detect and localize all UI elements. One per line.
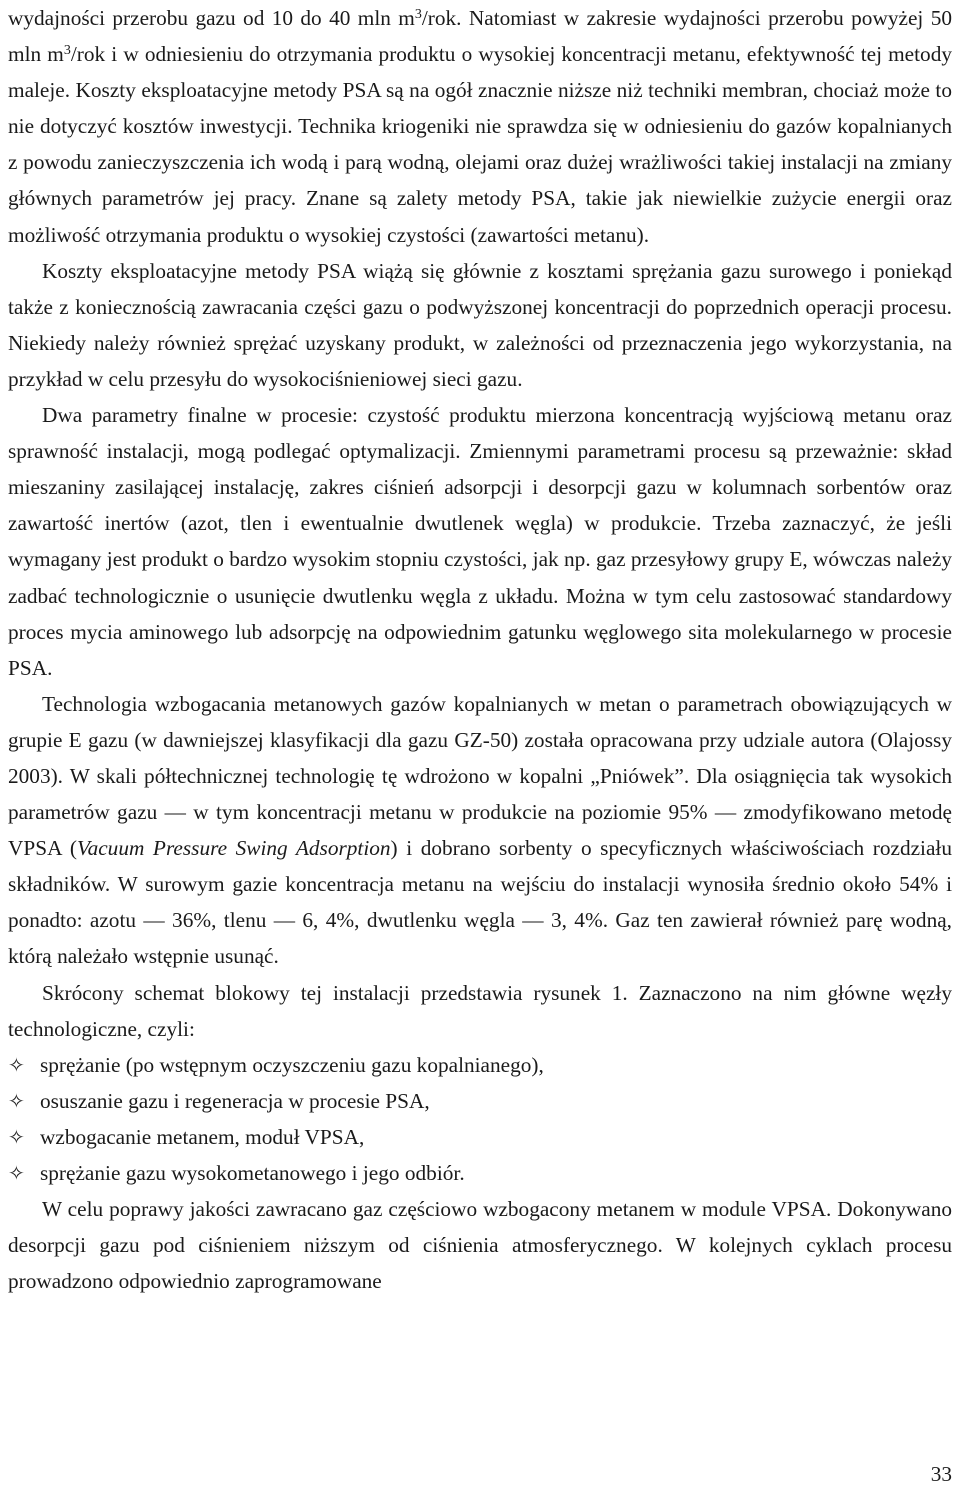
list-item-text: wzbogacanie metanem, moduł VPSA, — [40, 1124, 365, 1149]
page-number: 33 — [930, 1462, 952, 1486]
page-body — [8, 0, 952, 1299]
four-pointed-star-icon: ✧ — [8, 1161, 25, 1185]
superscript-cubic: 3 — [63, 43, 71, 59]
list-item — [8, 1119, 952, 1155]
paragraph-3: Dwa parametry finalne w procesie: czystość produktu mierzona koncentracją wyjściową metanu oraz sprawność instalacji, mogą podlegać optymalizacji. Zmiennymi parametrami procesu są przeważnie: skład mieszaniny zasilającej instalację, zakres ciśnień adsorpcji i desorpcji gazu w kolumnach sorbentów oraz zawartość inertów (azot, tlen i ewentualnie dwutlenek węgla) w produkcie. Trzeba zaznaczyć, że jeśli wymagany jest produkt o bardzo wysokim stopniu czystości, jak np. gaz przesyłowy grupy E, wówczas należy zadbać technologicznie o usunięcie dwutlenku węgla z układu. Można w tym celu zastosować standardowy proces mycia aminowego lub adsorpcję na odpowiednim gatunku węglowego sita molekularnego w procesie PSA. — [8, 403, 952, 680]
paragraph-4-text-a: Technologia wzbogacania metanowych gazów kopalnianych w metan o parametrach obowiązujących w grupie E gazu (w dawniejszej klasyfikacji dla gazu GZ-50) została opracowana przy udziale autora (Olajossy 2003). W skali półtechnicznej technologię tę wdrożono w kopalni „Pniówek”. Dla osiągnięcia tak wysokich parametrów gazu — w tym koncentracji metanu w produkcie na poziomie 95% — zmodyfikowano metodę VPSA ( — [8, 691, 952, 861]
paragraph-6: W celu poprawy jakości zawracano gaz częściowo wzbogacony metanem w module VPSA. Dokonywano desorpcji gazu pod ciśnieniem niższym od ciśnienia atmosferycznego. W kolejnych cyklach procesu prowadzono odpowiednio zaprogramowane — [8, 1197, 952, 1294]
paragraph-1-text-a: wydajności przerobu gazu od 10 do 40 mln m — [8, 6, 415, 30]
paragraph-2: Koszty eksploatacyjne metody PSA wiążą się głównie z kosztami sprężania gazu surowego i poniekąd także z koniecznością zawracania części gazu o podwyższonej koncentracji do poprzednich operacji procesu. Niekiedy należy również sprężać uzyskany produkt, w zależności od przeznaczenia jego wykorzystania, na przykład w celu przesyłu do wysokociśnieniowej sieci gazu. — [8, 258, 952, 391]
paragraph-4-italic-term: Vacuum Pressure Swing Adsorption — [76, 836, 391, 861]
paragraph-1 — [8, 0, 952, 253]
list-item-text: sprężanie gazu wysokometanowego i jego odbiór. — [40, 1161, 465, 1185]
paragraph-4-text-b: ) i dobrano sorbenty o specyficznych właściwościach rozdziału składników. W surowym gazie koncentracja metanu na wejściu do instalacji wynosiła średnio około 54% i ponadto: azotu — 36%, tlenu — 6, 4%, dwutlenku węgla — 3, 4%. Gaz ten zawierał również parę wodną, którą należało wstępnie usunąć. — [8, 836, 952, 969]
bullet-list — [8, 1047, 952, 1191]
list-item — [8, 1083, 952, 1119]
four-pointed-star-icon: ✧ — [8, 1052, 25, 1077]
paragraph-5: Skrócony schemat blokowy tej instalacji przedstawia rysunek 1. Zaznaczono na nim główne węzły technologiczne, czyli: — [8, 980, 952, 1041]
paragraph-1-text-c: /rok i w odniesieniu do otrzymania produktu o wysokiej koncentracji metanu, efektywność tej metody maleje. Koszty eksploatacyjne metody PSA są na ogół znacznie niższe niż techniki membran, chociaż może to nie dotyczyć kosztów inwestycji. Technika kriogeniki nie sprawdza się w odniesieniu do gazów kopalnianych z powodu zanieczyszczenia ich wodą i parą wodną, olejami oraz dużej wrażliwości takiej instalacji na zmiany głównych parametrów jej pracy. Znane są zalety metody PSA, takie jak niewielkie zużycie energii oraz możliwość otrzymania produktu o wysokiej czystości (zawartości metanu). — [8, 42, 952, 247]
list-item — [8, 1047, 952, 1083]
four-pointed-star-icon: ✧ — [8, 1124, 25, 1149]
list-item-text: osuszanie gazu i regeneracja w procesie PSA, — [40, 1088, 430, 1113]
paragraph-1-text-b: /rok. Natomiast w zakresie wydajności przerobu powyżej 50 mln m — [8, 6, 952, 67]
paragraph-4 — [8, 686, 952, 975]
list-item-text: sprężanie (po wstępnym oczyszczeniu gazu kopalnianego), — [40, 1052, 544, 1077]
four-pointed-star-icon: ✧ — [8, 1088, 25, 1113]
list-item — [8, 1155, 952, 1191]
superscript-cubic: 3 — [414, 7, 422, 22]
